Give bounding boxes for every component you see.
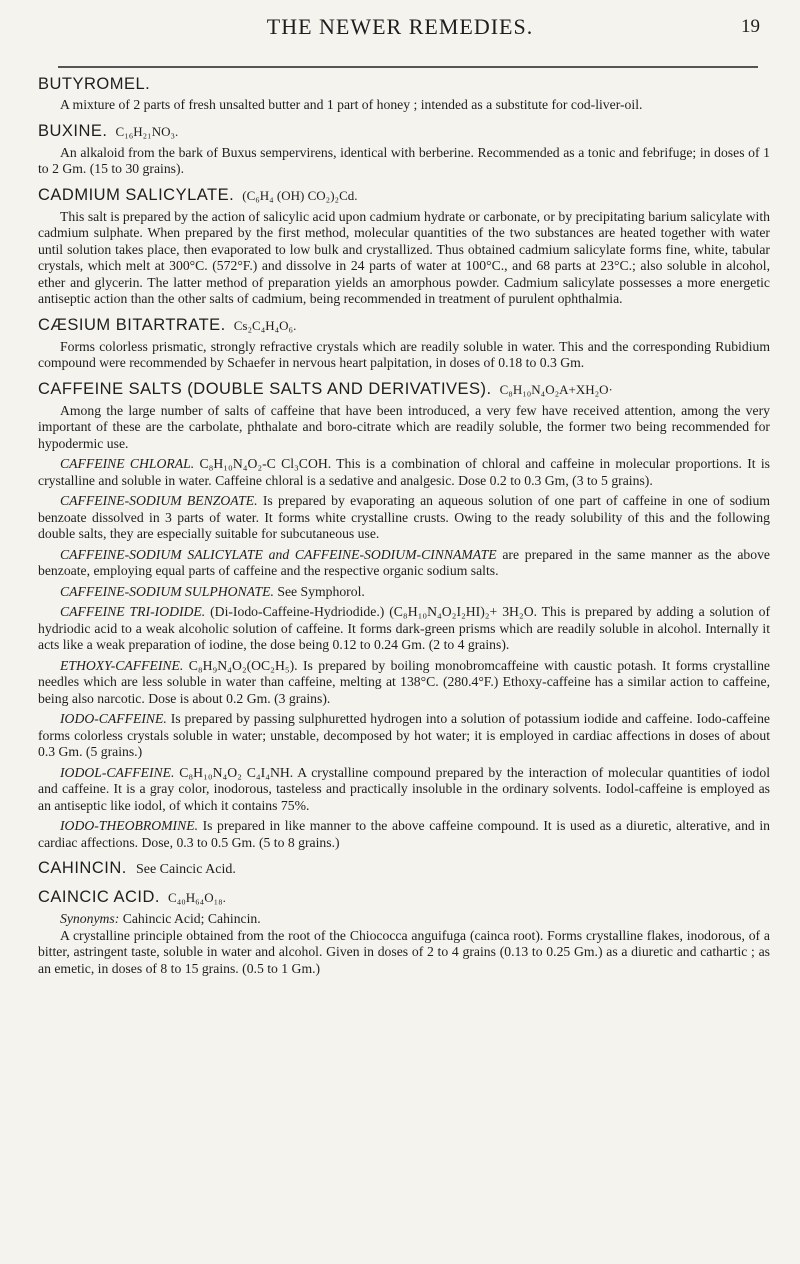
entry-cahincin — [38, 858, 770, 880]
entry-cadmium-salicylate — [38, 185, 770, 308]
entry-heading — [38, 185, 770, 206]
entry-heading — [38, 858, 770, 880]
entry-heading — [38, 121, 770, 142]
subentry-name: CAFFEINE TRI-IODIDE. — [60, 604, 206, 619]
subentry-text: C₈H₉N₄O₂(OC₂H₅). Is prepared by boiling monobromcaffeine with caustic potash. It forms crystalline needles which are less soluble in water than caffeine, melting at 138°C. (280.4°F.) Ethoxy-caffeine has a similar action to caffeine, being also narcotic. Dose is about 0.2 Gm. (3 grains). — [38, 657, 771, 706]
entry-text: An alkaloid from the bark of Buxus sempervirens, identical with berberine. Recommended as a tonic and febrifuge; in doses of 1 to 2 Gm. (15 to 30 grains). — [38, 144, 770, 176]
entry-title: CAFFEINE SALTS (DOUBLE SALTS AND DERIVATIVES). — [38, 379, 492, 398]
subentry-caffeine-sodium-benzoate — [38, 493, 770, 543]
subentry-name: ETHOXY-CAFFEINE. — [60, 657, 184, 673]
entry-formula: C₄₀H₆₄O₁₈. — [168, 890, 226, 905]
subentry-iodo-theobromine — [38, 818, 770, 851]
entry-heading — [38, 887, 770, 908]
page-number: 19 — [741, 16, 760, 37]
subentry-name: CAFFEINE CHLORAL. — [60, 456, 195, 471]
entry-heading — [38, 379, 770, 400]
subentry-name: CAFFEINE-SODIUM SULPHONATE. — [60, 583, 274, 599]
entry-buxine — [38, 121, 770, 178]
subentry-text: C₈H₁₀N₄O₂-C Cl₃COH. This is a combination of chloral and caffeine in molecular proportions. It is crystalline and soluble in water. Caffeine chloral is a sedative and analgesic. Dose 0.2 to 0.3 Gm, (3 to 5 grains). — [38, 456, 771, 488]
entry-formula: Cs₂C₄H₄O₆. — [233, 317, 297, 333]
subentry-text: Is prepared by evaporating an aqueous solution of one part of caffeine in one of sodium benzoate dissolved in 3 parts of water. It forms white crystalline crusts. Owing to the ready solubility of this and the following double salts, they are especially suitable for subcutaneous use. — [38, 493, 770, 541]
subentry-text: Is prepared in like manner to the above caffeine compound. It is used as a diuretic, alterative, and in cardiac affections. Dose, 0.3 to 0.5 Gm. (5 to 8 grains.) — [38, 818, 770, 850]
entry-formula: (C₆H₄ (OH) CO₂)₂Cd. — [242, 187, 358, 203]
running-title: THE NEWER REMEDIES. — [266, 14, 534, 39]
subentry-text: Is prepared by passing sulphuretted hydrogen into a solution of potassium iodide and caffeine. Iodo-caffeine forms colorless crystals soluble in water; unstable, decomposed by hot water; it is employed in cardiac affections in doses of about 0.3 Gm. (5 grains.) — [38, 711, 771, 759]
entry-title: CAINCIC ACID. — [38, 888, 161, 906]
subentry-iodol-caffeine — [38, 765, 770, 815]
entry-title: CADMIUM SALICYLATE. — [38, 185, 235, 204]
subentry-text: (Di-Iodo-Caffeine-Hydriodide.) (C₈H₁₀N₄O₂I₂HI)₂+ 3H₂O. This is prepared by adding a solution of hydriodic acid to a weak alcoholic solution of caffeine. It forms dark-green prisms which are readily soluble in alcohol. Internally it acts like a weak preparation of iodine, the dose being 0.12 to 0.24 Gm. (2 to 4 grains). — [38, 604, 771, 652]
subentry-iodo-caffeine — [38, 711, 770, 761]
entry-title: BUXINE. — [38, 121, 108, 140]
cross-reference: See Caincic Acid. — [135, 862, 236, 877]
entry-text: Among the large number of salts of caffeine that have been introduced, a very few have received attention, among the very important of these are the carbolate, phthalate and boro-citrate which are readily soluble, the former two being recommended for hypodermic use. — [38, 402, 770, 451]
subentry-text: are prepared in the same manner as the above benzoate, employing equal parts of caffeine and the respective organic sodium salts. — [38, 546, 770, 578]
entry-formula: C₈H₁₀N₄O₂A+XH₂O· — [499, 381, 613, 397]
entry-text: A crystalline principle obtained from the root of the Chiococca anguifuga (cainca root). Forms crystalline flakes, inodorous, of a bitter, astringent taste, soluble in water and alcohol. Given in doses of 2 to 4 grains (0.13 to 0.25 Gm.) as a diuretic and cathartic ; as an emetic, in doses of 8 to 15 grains. (0.5 to 1 Gm.) — [38, 927, 770, 976]
entry-text: A mixture of 2 parts of fresh unsalted butter and 1 part of honey ; intended as a substitute for cod-liver-oil. — [60, 97, 643, 112]
synonyms-line — [60, 911, 770, 928]
subentry-text: C₈H₁₀N₄O₂ C₄I₄NH. A crystalline compound prepared by the interaction of molecular quantities of iodol and caffeine. It is a gray color, inodorous, tasteless and practically insoluble in the ordinary solvents. Iodol-caffeine is employed as an antiseptic like iodol, of which it contains 75%. — [38, 764, 770, 813]
synonyms-label: Synonyms: — [60, 911, 120, 926]
subentry-ethoxy-caffeine — [38, 658, 770, 708]
subentry-caffeine-chloral — [38, 456, 770, 489]
entry-text: Forms colorless prismatic, strongly refractive crystals which are readily soluble in water. This and the corresponding Rubidium compound were recommended by Schaefer in nervous heart palpitation, in doses of 0.18 to 0.3 Gm. — [38, 338, 770, 370]
page-header — [40, 14, 760, 50]
entry-caesium-bitartrate — [38, 315, 770, 372]
synonyms-text: Cahincic Acid; Cahincin. — [122, 911, 261, 926]
subentry-caffeine-sodium-salicylate — [38, 547, 770, 580]
subentry-name: CAFFEINE-SODIUM SALICYLATE and CAFFEINE-SODIUM-CINNAMATE — [60, 546, 497, 562]
entry-title: CAHINCIN. — [38, 859, 127, 877]
subentry-text: See Symphorol. — [277, 583, 365, 599]
entry-formula: C₁₆H₂₁NO₃. — [115, 123, 179, 139]
entry-title: CÆSIUM BITARTRATE. — [38, 315, 226, 334]
entry-caincic-acid — [38, 887, 770, 977]
subentry-name: IODO-THEOBROMINE. — [60, 818, 198, 833]
entry-title: BUTYROMEL. — [38, 75, 151, 93]
entry-caffeine-salts — [38, 379, 770, 852]
header-rule — [58, 66, 758, 68]
subentry-caffeine-sodium-sulphonate — [38, 584, 770, 601]
entry-heading — [38, 315, 770, 336]
entry-butyromel — [38, 74, 770, 114]
subentry-name: CAFFEINE-SODIUM BENZOATE. — [60, 493, 258, 508]
subentry-caffeine-tri-iodide — [38, 604, 770, 654]
entry-heading — [38, 74, 770, 94]
page-body — [38, 74, 770, 984]
subentry-name: IODO-CAFFEINE. — [60, 711, 167, 726]
entry-text: This salt is prepared by the action of salicylic acid upon cadmium hydrate or carbonate, or by precipitating barium salicylate with cadmium sulphate. When prepared by the first method, molecular quantities of the two substances are heated together with water until solution takes place, then evaporated to low bulk and crystallized. Thus obtained cadmium salicylate forms fine, white, tabular crystals, which melt at 300°C. (572°F.) and dissolve in 24 parts of water at 100°C., and 68 parts at 23°C.; also soluble in alcohol, ether and glycerin. The latter method of preparation yields an amorphous powder. Cadmium salicylate possesses a more energetic antiseptic action than the other salts of cadmium, being recommended in treatment of purulent ophthalmia. — [38, 208, 770, 306]
subentry-name: IODOL-CAFFEINE. — [60, 764, 175, 780]
